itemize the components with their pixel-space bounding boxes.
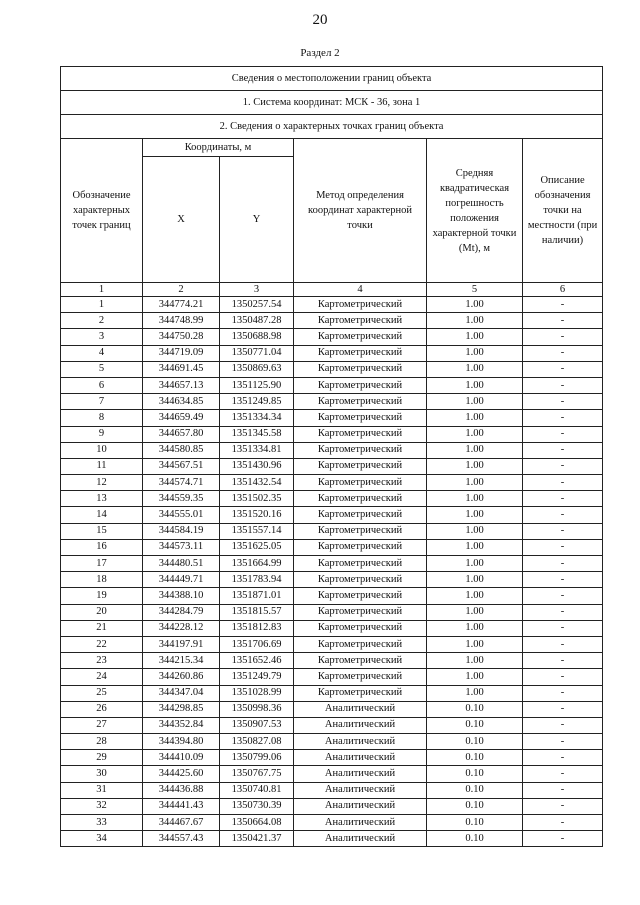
points-heading: 2. Сведения о характерных точках границ объекта [61, 115, 603, 139]
x-coordinate: 344574.71 [143, 475, 220, 491]
x-coordinate: 344559.35 [143, 491, 220, 507]
accuracy: 0.10 [427, 798, 523, 814]
header-coordinates: Координаты, м [143, 139, 294, 157]
column-number: 1 [61, 283, 143, 297]
point-number: 26 [61, 701, 143, 717]
x-coordinate: 344298.85 [143, 701, 220, 717]
method: Картометрический [294, 507, 427, 523]
y-coordinate: 1350421.37 [220, 831, 294, 847]
table-row [61, 588, 603, 604]
x-coordinate: 344352.84 [143, 717, 220, 733]
y-coordinate: 1351345.58 [220, 426, 294, 442]
description: - [523, 734, 603, 750]
point-number: 23 [61, 653, 143, 669]
accuracy: 1.00 [427, 556, 523, 572]
points-heading-row [61, 115, 603, 139]
description: - [523, 345, 603, 361]
y-coordinate: 1351706.69 [220, 636, 294, 652]
y-coordinate: 1351249.85 [220, 394, 294, 410]
description: - [523, 313, 603, 329]
accuracy: 1.00 [427, 604, 523, 620]
description: - [523, 329, 603, 345]
point-number: 2 [61, 313, 143, 329]
point-number: 19 [61, 588, 143, 604]
y-coordinate: 1351125.90 [220, 377, 294, 393]
accuracy: 1.00 [427, 313, 523, 329]
point-number: 29 [61, 750, 143, 766]
point-number: 8 [61, 410, 143, 426]
method: Картометрический [294, 394, 427, 410]
accuracy: 1.00 [427, 588, 523, 604]
table-row [61, 831, 603, 847]
method: Аналитический [294, 815, 427, 831]
method: Картометрический [294, 572, 427, 588]
y-coordinate: 1350664.08 [220, 815, 294, 831]
x-coordinate: 344774.21 [143, 297, 220, 313]
method: Аналитический [294, 766, 427, 782]
y-coordinate: 1350799.06 [220, 750, 294, 766]
x-coordinate: 344748.99 [143, 313, 220, 329]
y-coordinate: 1350869.63 [220, 361, 294, 377]
method: Картометрический [294, 297, 427, 313]
accuracy: 0.10 [427, 750, 523, 766]
x-coordinate: 344634.85 [143, 394, 220, 410]
y-coordinate: 1350767.75 [220, 766, 294, 782]
description: - [523, 750, 603, 766]
x-coordinate: 344584.19 [143, 523, 220, 539]
method: Аналитический [294, 831, 427, 847]
description: - [523, 361, 603, 377]
table-row [61, 313, 603, 329]
method: Картометрический [294, 475, 427, 491]
y-coordinate: 1351783.94 [220, 572, 294, 588]
accuracy: 1.00 [427, 539, 523, 555]
method: Картометрический [294, 523, 427, 539]
accuracy: 1.00 [427, 410, 523, 426]
description: - [523, 394, 603, 410]
table-row [61, 782, 603, 798]
column-number: 6 [523, 283, 603, 297]
method: Аналитический [294, 734, 427, 750]
accuracy: 1.00 [427, 458, 523, 474]
point-number: 17 [61, 556, 143, 572]
method: Картометрический [294, 685, 427, 701]
point-number: 16 [61, 539, 143, 555]
point-number: 33 [61, 815, 143, 831]
point-number: 25 [61, 685, 143, 701]
accuracy: 1.00 [427, 475, 523, 491]
y-coordinate: 1350688.98 [220, 329, 294, 345]
x-coordinate: 344347.04 [143, 685, 220, 701]
y-coordinate: 1351430.96 [220, 458, 294, 474]
header-y: Y [220, 157, 294, 283]
point-number: 12 [61, 475, 143, 491]
y-coordinate: 1351557.14 [220, 523, 294, 539]
point-number: 20 [61, 604, 143, 620]
x-coordinate: 344215.34 [143, 653, 220, 669]
description: - [523, 653, 603, 669]
accuracy: 1.00 [427, 394, 523, 410]
x-coordinate: 344750.28 [143, 329, 220, 345]
description: - [523, 539, 603, 555]
table-row [61, 458, 603, 474]
y-coordinate: 1351520.16 [220, 507, 294, 523]
y-coordinate: 1350487.28 [220, 313, 294, 329]
point-number: 18 [61, 572, 143, 588]
boundary-points-table [60, 66, 603, 847]
table-title-row [61, 67, 603, 91]
x-coordinate: 344441.43 [143, 798, 220, 814]
x-coordinate: 344388.10 [143, 588, 220, 604]
x-coordinate: 344467.67 [143, 815, 220, 831]
accuracy: 1.00 [427, 620, 523, 636]
header-method: Метод определения координат характерной точки [294, 139, 427, 283]
point-number: 3 [61, 329, 143, 345]
table-row [61, 572, 603, 588]
point-number: 30 [61, 766, 143, 782]
accuracy: 1.00 [427, 442, 523, 458]
header-point-designation: Обозначение характерных точек границ [61, 139, 143, 283]
table-row [61, 377, 603, 393]
description: - [523, 572, 603, 588]
description: - [523, 523, 603, 539]
method: Картометрический [294, 604, 427, 620]
table-row [61, 523, 603, 539]
method: Картометрический [294, 329, 427, 345]
table-row [61, 491, 603, 507]
y-coordinate: 1350907.53 [220, 717, 294, 733]
point-number: 4 [61, 345, 143, 361]
table-row [61, 636, 603, 652]
description: - [523, 458, 603, 474]
x-coordinate: 344567.51 [143, 458, 220, 474]
description: - [523, 297, 603, 313]
accuracy: 0.10 [427, 734, 523, 750]
x-coordinate: 344719.09 [143, 345, 220, 361]
accuracy: 0.10 [427, 717, 523, 733]
accuracy: 1.00 [427, 377, 523, 393]
table-row [61, 750, 603, 766]
column-number: 2 [143, 283, 220, 297]
method: Картометрический [294, 620, 427, 636]
x-coordinate: 344691.45 [143, 361, 220, 377]
table-row [61, 426, 603, 442]
point-number: 7 [61, 394, 143, 410]
accuracy: 1.00 [427, 361, 523, 377]
x-coordinate: 344425.60 [143, 766, 220, 782]
x-coordinate: 344394.80 [143, 734, 220, 750]
column-number: 4 [294, 283, 427, 297]
y-coordinate: 1350740.81 [220, 782, 294, 798]
method: Картометрический [294, 653, 427, 669]
accuracy: 0.10 [427, 701, 523, 717]
accuracy: 1.00 [427, 491, 523, 507]
coordinate-system: 1. Система координат: МСК - 36, зона 1 [61, 91, 603, 115]
method: Картометрический [294, 636, 427, 652]
table-row [61, 394, 603, 410]
description: - [523, 507, 603, 523]
column-number: 5 [427, 283, 523, 297]
table-row [61, 361, 603, 377]
x-coordinate: 344449.71 [143, 572, 220, 588]
point-number: 22 [61, 636, 143, 652]
y-coordinate: 1351871.01 [220, 588, 294, 604]
method: Картометрический [294, 313, 427, 329]
y-coordinate: 1351249.79 [220, 669, 294, 685]
header-description: Описание обозначения точки на местности (при наличии) [523, 139, 603, 283]
description: - [523, 491, 603, 507]
y-coordinate: 1350730.39 [220, 798, 294, 814]
accuracy: 1.00 [427, 669, 523, 685]
table-row [61, 329, 603, 345]
y-coordinate: 1351664.99 [220, 556, 294, 572]
accuracy: 0.10 [427, 782, 523, 798]
header-x: X [143, 157, 220, 283]
table-row [61, 701, 603, 717]
x-coordinate: 344657.13 [143, 377, 220, 393]
accuracy: 0.10 [427, 815, 523, 831]
x-coordinate: 344410.09 [143, 750, 220, 766]
point-number: 28 [61, 734, 143, 750]
header-accuracy: Средняя квадратическая погрешность положения характерной точки (Мt), м [427, 139, 523, 283]
method: Картометрический [294, 539, 427, 555]
point-number: 24 [61, 669, 143, 685]
point-number: 13 [61, 491, 143, 507]
x-coordinate: 344284.79 [143, 604, 220, 620]
accuracy: 0.10 [427, 766, 523, 782]
table-row [61, 475, 603, 491]
point-number: 21 [61, 620, 143, 636]
description: - [523, 766, 603, 782]
section-title: Раздел 2 [300, 47, 340, 59]
table-row [61, 345, 603, 361]
point-number: 27 [61, 717, 143, 733]
method: Картометрический [294, 669, 427, 685]
point-number: 6 [61, 377, 143, 393]
y-coordinate: 1351625.05 [220, 539, 294, 555]
point-number: 1 [61, 297, 143, 313]
point-number: 34 [61, 831, 143, 847]
method: Картометрический [294, 426, 427, 442]
table-row [61, 620, 603, 636]
x-coordinate: 344557.43 [143, 831, 220, 847]
table-row [61, 442, 603, 458]
method: Картометрический [294, 588, 427, 604]
x-coordinate: 344657.80 [143, 426, 220, 442]
accuracy: 1.00 [427, 426, 523, 442]
method: Картометрический [294, 377, 427, 393]
x-coordinate: 344580.85 [143, 442, 220, 458]
accuracy: 1.00 [427, 507, 523, 523]
accuracy: 1.00 [427, 653, 523, 669]
description: - [523, 636, 603, 652]
y-coordinate: 1351432.54 [220, 475, 294, 491]
description: - [523, 701, 603, 717]
table-row [61, 815, 603, 831]
header-row-top [61, 139, 603, 157]
table-row [61, 734, 603, 750]
accuracy: 1.00 [427, 345, 523, 361]
description: - [523, 620, 603, 636]
point-number: 5 [61, 361, 143, 377]
x-coordinate: 344480.51 [143, 556, 220, 572]
description: - [523, 831, 603, 847]
description: - [523, 475, 603, 491]
x-coordinate: 344573.11 [143, 539, 220, 555]
description: - [523, 377, 603, 393]
description: - [523, 604, 603, 620]
table-row [61, 717, 603, 733]
method: Аналитический [294, 782, 427, 798]
table-title: Сведения о местоположении границ объекта [61, 67, 603, 91]
table-row [61, 685, 603, 701]
x-coordinate: 344659.49 [143, 410, 220, 426]
description: - [523, 588, 603, 604]
x-coordinate: 344555.01 [143, 507, 220, 523]
table-row [61, 410, 603, 426]
point-number: 32 [61, 798, 143, 814]
method: Картометрический [294, 361, 427, 377]
y-coordinate: 1350998.36 [220, 701, 294, 717]
table-row [61, 507, 603, 523]
point-number: 9 [61, 426, 143, 442]
table-row [61, 798, 603, 814]
column-number: 3 [220, 283, 294, 297]
point-number: 31 [61, 782, 143, 798]
accuracy: 1.00 [427, 685, 523, 701]
y-coordinate: 1350827.08 [220, 734, 294, 750]
method: Картометрический [294, 410, 427, 426]
method: Аналитический [294, 701, 427, 717]
table-row [61, 539, 603, 555]
description: - [523, 410, 603, 426]
x-coordinate: 344436.88 [143, 782, 220, 798]
point-number: 10 [61, 442, 143, 458]
y-coordinate: 1351502.35 [220, 491, 294, 507]
table-row [61, 669, 603, 685]
y-coordinate: 1351334.34 [220, 410, 294, 426]
description: - [523, 815, 603, 831]
description: - [523, 556, 603, 572]
accuracy: 1.00 [427, 572, 523, 588]
description: - [523, 685, 603, 701]
description: - [523, 782, 603, 798]
method: Картометрический [294, 458, 427, 474]
description: - [523, 442, 603, 458]
coordinate-system-row [61, 91, 603, 115]
point-number: 11 [61, 458, 143, 474]
method: Аналитический [294, 798, 427, 814]
table-row [61, 297, 603, 313]
accuracy: 1.00 [427, 523, 523, 539]
method: Картометрический [294, 491, 427, 507]
x-coordinate: 344197.91 [143, 636, 220, 652]
point-number: 15 [61, 523, 143, 539]
x-coordinate: 344228.12 [143, 620, 220, 636]
y-coordinate: 1350771.04 [220, 345, 294, 361]
y-coordinate: 1351815.57 [220, 604, 294, 620]
accuracy: 1.00 [427, 636, 523, 652]
table-row [61, 653, 603, 669]
column-numbers-row [61, 283, 603, 297]
y-coordinate: 1350257.54 [220, 297, 294, 313]
description: - [523, 717, 603, 733]
description: - [523, 426, 603, 442]
method: Картометрический [294, 556, 427, 572]
y-coordinate: 1351028.99 [220, 685, 294, 701]
table-row [61, 766, 603, 782]
accuracy: 0.10 [427, 831, 523, 847]
page-number: 20 [312, 12, 328, 28]
description: - [523, 669, 603, 685]
x-coordinate: 344260.86 [143, 669, 220, 685]
accuracy: 1.00 [427, 297, 523, 313]
table-row [61, 604, 603, 620]
method: Аналитический [294, 717, 427, 733]
y-coordinate: 1351334.81 [220, 442, 294, 458]
y-coordinate: 1351812.83 [220, 620, 294, 636]
y-coordinate: 1351652.46 [220, 653, 294, 669]
description: - [523, 798, 603, 814]
accuracy: 1.00 [427, 329, 523, 345]
method: Картометрический [294, 442, 427, 458]
method: Аналитический [294, 750, 427, 766]
table-row [61, 556, 603, 572]
method: Картометрический [294, 345, 427, 361]
point-number: 14 [61, 507, 143, 523]
